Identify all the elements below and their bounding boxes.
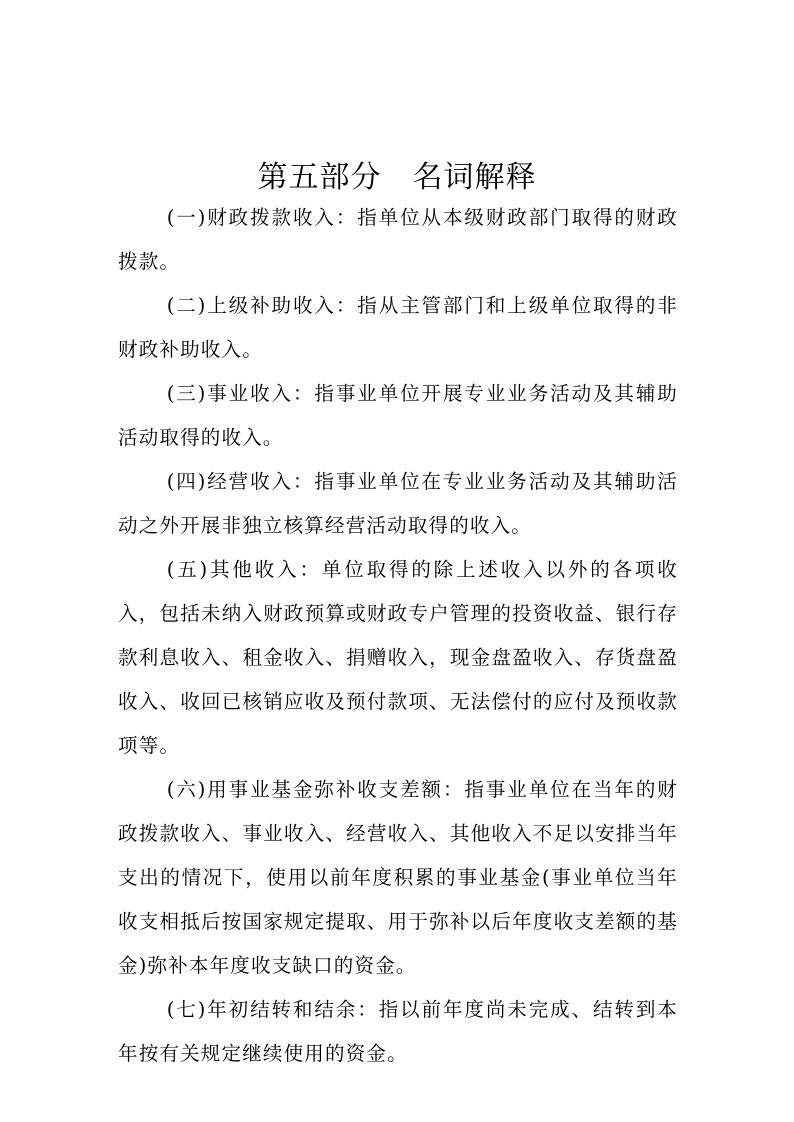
definition-paragraph: (七)年初结转和结余：指以前年度尚未完成、结转到本年按有关规定继续使用的资金。 bbox=[118, 998, 678, 1065]
page-title: 第五部分 名词解释 bbox=[257, 160, 537, 195]
definition-paragraph: (六)用事业基金弥补收支差额：指事业单位在当年的财政拨款收入、事业收入、经营收入、其他收入不足以安排当年支出的情况下，使用以前年度积累的事业基金(事业单位当年收支相抵后按国家规定提取、用于弥补以后年度收支差额的基金)弥补本年度收支缺口的资金。 bbox=[118, 778, 678, 977]
definition-paragraph: (五)其他收入：单位取得的除上述收入以外的各项收入，包括未纳入财政预算或财政专户管理的投资收益、银行存款利息收入、租金收入、捐赠收入，现金盘盈收入、存货盘盈收入、收回已核销应收及预付款项、无法偿付的应付及预收款项等。 bbox=[118, 558, 678, 757]
definition-paragraph: (二)上级补助收入：指从主管部门和上级单位取得的非财政补助收入。 bbox=[118, 294, 678, 361]
document-body bbox=[118, 196, 678, 1076]
definition-paragraph: (三)事业收入：指事业单位开展专业业务活动及其辅助活动取得的收入。 bbox=[118, 382, 678, 449]
definition-paragraph: (四)经营收入：指事业单位在专业业务活动及其辅助活动之外开展非独立核算经营活动取得的收入。 bbox=[118, 470, 678, 537]
definition-paragraph: (一)财政拨款收入：指单位从本级财政部门取得的财政拨款。 bbox=[118, 206, 678, 273]
